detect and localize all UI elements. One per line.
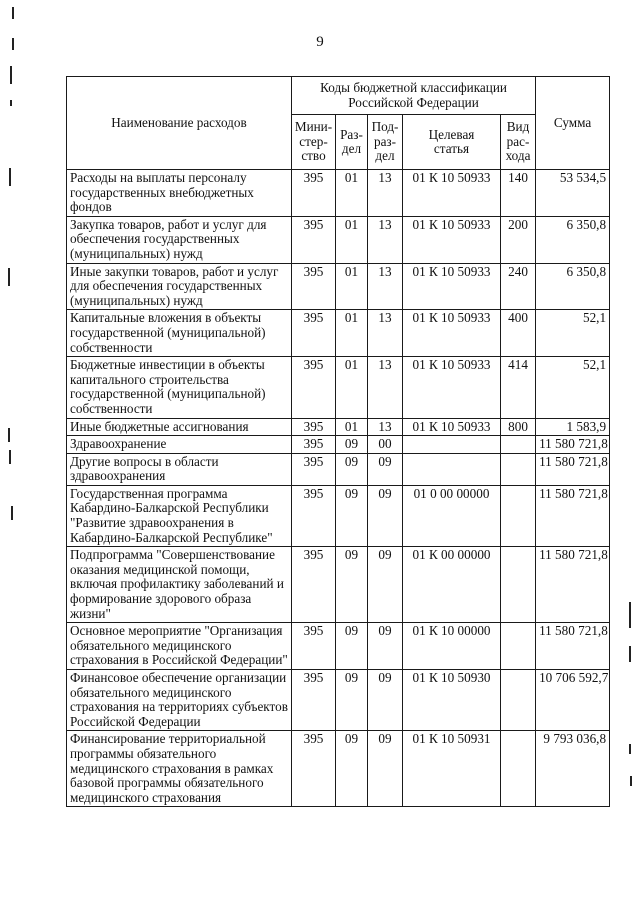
row-name: Бюджетные инвестиции в объекты капитального строительства государственной (муниципальной) собственности	[67, 357, 292, 418]
header-subsection: Под- раз- дел	[368, 115, 403, 170]
row-section: 01	[336, 357, 368, 418]
row-ministry: 395	[292, 547, 336, 623]
table-row	[67, 485, 610, 546]
row-sum: 9 793 036,8	[536, 731, 610, 807]
row-target: 01 К 10 50933	[403, 170, 501, 217]
row-section: 09	[336, 436, 368, 454]
table-row	[67, 453, 610, 485]
row-name: Финансирование территориальной программы обязательного медицинского страхования в рамках базовой программы обязательного медицинского страхования	[67, 731, 292, 807]
row-target: 01 К 10 50933	[403, 357, 501, 418]
row-expense-type: 140	[501, 170, 536, 217]
row-subsection: 13	[368, 418, 403, 436]
row-subsection: 09	[368, 547, 403, 623]
row-target: 01 К 10 50931	[403, 731, 501, 807]
table-row	[67, 263, 610, 310]
row-name: Иные бюджетные ассигнования	[67, 418, 292, 436]
row-section: 09	[336, 485, 368, 546]
table-row	[67, 670, 610, 731]
row-expense-type	[501, 623, 536, 670]
row-subsection: 00	[368, 436, 403, 454]
row-section: 01	[336, 418, 368, 436]
row-sum: 53 534,5	[536, 170, 610, 217]
row-name: Финансовое обеспечение организации обязательного медицинского страхования на территориях субъектов Российской Федерации	[67, 670, 292, 731]
row-name: Другие вопросы в области здравоохранения	[67, 453, 292, 485]
header-ministry: Мини- стер- ство	[292, 115, 336, 170]
row-target: 01 К 10 00000	[403, 623, 501, 670]
row-subsection: 13	[368, 216, 403, 263]
row-section: 09	[336, 453, 368, 485]
row-ministry: 395	[292, 263, 336, 310]
row-sum: 6 350,8	[536, 263, 610, 310]
header-expense-type: Вид рас- хода	[501, 115, 536, 170]
row-target: 01 0 00 00000	[403, 485, 501, 546]
row-ministry: 395	[292, 623, 336, 670]
row-section: 09	[336, 547, 368, 623]
scan-mark	[9, 168, 11, 186]
row-sum: 11 580 721,8	[536, 453, 610, 485]
scan-mark	[629, 602, 631, 628]
budget-table	[66, 76, 610, 807]
row-subsection: 13	[368, 263, 403, 310]
table-row	[67, 418, 610, 436]
page-number: 9	[316, 34, 324, 50]
row-expense-type	[501, 485, 536, 546]
row-expense-type: 800	[501, 418, 536, 436]
row-ministry: 395	[292, 485, 336, 546]
scan-mark	[10, 100, 12, 106]
row-expense-type: 240	[501, 263, 536, 310]
scan-mark	[12, 7, 14, 19]
row-target: 01 К 10 50933	[403, 310, 501, 357]
header-codes-group: Коды бюджетной классификации Российской Федерации	[292, 77, 536, 115]
row-section: 09	[336, 670, 368, 731]
scan-mark	[10, 66, 12, 84]
row-subsection: 09	[368, 623, 403, 670]
row-target: 01 К 10 50933	[403, 263, 501, 310]
row-target: 01 К 10 50930	[403, 670, 501, 731]
row-subsection: 09	[368, 670, 403, 731]
row-name: Капитальные вложения в объекты государственной (муниципальной) собственности	[67, 310, 292, 357]
header-sum: Сумма	[536, 77, 610, 170]
scan-mark	[629, 744, 631, 754]
row-ministry: 395	[292, 310, 336, 357]
row-ministry: 395	[292, 436, 336, 454]
row-sum: 11 580 721,8	[536, 623, 610, 670]
row-ministry: 395	[292, 418, 336, 436]
row-subsection: 13	[368, 170, 403, 217]
row-subsection: 09	[368, 485, 403, 546]
table-row	[67, 310, 610, 357]
row-ministry: 395	[292, 216, 336, 263]
row-section: 01	[336, 170, 368, 217]
header-target: Целевая статья	[403, 115, 501, 170]
header-name: Наименование расходов	[67, 77, 292, 170]
row-sum: 11 580 721,8	[536, 547, 610, 623]
scan-mark	[9, 450, 11, 464]
row-name: Государственная программа Кабардино-Балкарской Республики "Развитие здравоохранения в Кабардино-Балкарской Республике"	[67, 485, 292, 546]
row-target	[403, 436, 501, 454]
row-target: 01 К 10 50933	[403, 216, 501, 263]
row-sum: 1 583,9	[536, 418, 610, 436]
row-section: 01	[336, 310, 368, 357]
row-ministry: 395	[292, 670, 336, 731]
scan-mark	[630, 776, 632, 786]
row-sum: 52,1	[536, 357, 610, 418]
row-section: 09	[336, 731, 368, 807]
row-target: 01 К 10 50933	[403, 418, 501, 436]
row-name: Иные закупки товаров, работ и услуг для обеспечения государственных (муниципальных) нужд	[67, 263, 292, 310]
header-section: Раз- дел	[336, 115, 368, 170]
table-row	[67, 170, 610, 217]
row-ministry: 395	[292, 453, 336, 485]
row-ministry: 395	[292, 731, 336, 807]
row-expense-type	[501, 436, 536, 454]
row-sum: 11 580 721,8	[536, 485, 610, 546]
row-subsection: 09	[368, 453, 403, 485]
row-name: Закупка товаров, работ и услуг для обеспечения государственных (муниципальных) нужд	[67, 216, 292, 263]
row-expense-type	[501, 547, 536, 623]
scan-mark	[629, 646, 631, 662]
row-name: Основное мероприятие "Организация обязательного медицинского страхования в Российской Федерации"	[67, 623, 292, 670]
table-row	[67, 216, 610, 263]
row-target: 01 К 00 00000	[403, 547, 501, 623]
row-expense-type: 200	[501, 216, 536, 263]
row-expense-type: 400	[501, 310, 536, 357]
table-row	[67, 731, 610, 807]
scan-mark	[11, 506, 13, 520]
row-subsection: 13	[368, 357, 403, 418]
row-expense-type	[501, 670, 536, 731]
row-name: Здравоохранение	[67, 436, 292, 454]
row-subsection: 09	[368, 731, 403, 807]
scan-mark	[8, 428, 10, 442]
header-row	[67, 77, 610, 115]
row-sum: 10 706 592,7	[536, 670, 610, 731]
row-subsection: 13	[368, 310, 403, 357]
row-name: Подпрограмма "Совершенствование оказания медицинской помощи, включая профилактику заболеваний и формирование здорового образа жизни"	[67, 547, 292, 623]
table-row	[67, 623, 610, 670]
row-target	[403, 453, 501, 485]
row-section: 09	[336, 623, 368, 670]
row-sum: 52,1	[536, 310, 610, 357]
row-ministry: 395	[292, 357, 336, 418]
row-section: 01	[336, 216, 368, 263]
row-ministry: 395	[292, 170, 336, 217]
row-name: Расходы на выплаты персоналу государственных внебюджетных фондов	[67, 170, 292, 217]
table-row	[67, 357, 610, 418]
row-expense-type: 414	[501, 357, 536, 418]
row-section: 01	[336, 263, 368, 310]
row-sum: 11 580 721,8	[536, 436, 610, 454]
scan-mark	[8, 268, 10, 286]
row-expense-type	[501, 453, 536, 485]
table-row	[67, 547, 610, 623]
row-sum: 6 350,8	[536, 216, 610, 263]
row-expense-type	[501, 731, 536, 807]
table-row	[67, 436, 610, 454]
table-body	[67, 170, 610, 807]
